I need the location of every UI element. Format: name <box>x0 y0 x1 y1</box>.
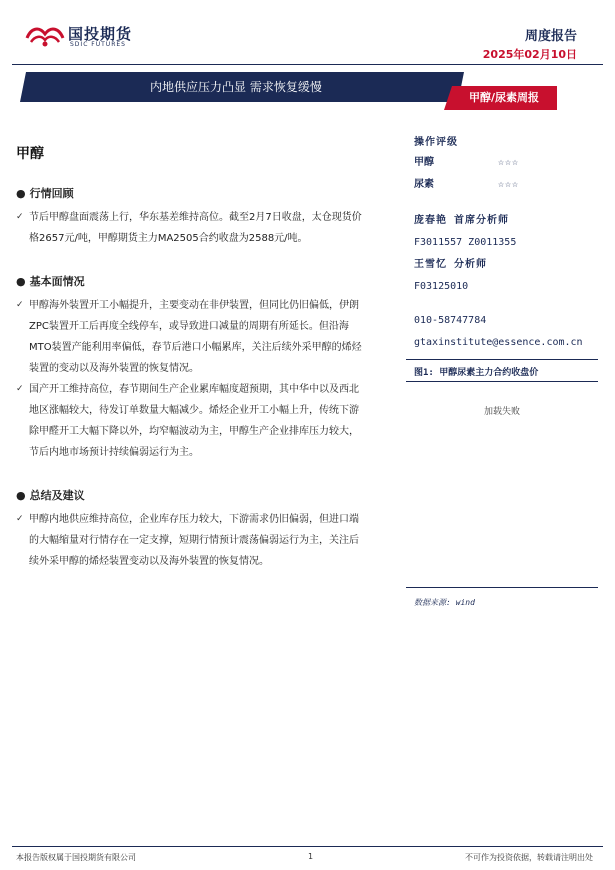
star-rating-icon: ☆☆☆ <box>498 179 520 190</box>
footer-disclaimer: 不可作为投资依据，转载请注明出处 <box>465 853 593 862</box>
rating-row-methanol: 甲醇 ☆☆☆ <box>414 152 604 174</box>
section-heading: ● 基本面情况 <box>16 275 85 288</box>
bullet-icon: ● <box>16 489 26 502</box>
figure-top-rule <box>406 359 598 360</box>
star-rating-icon: ☆☆☆ <box>498 157 520 168</box>
analyst-name: 王雪忆 分析师 <box>414 259 488 270</box>
section-title: 甲醇 <box>16 146 44 162</box>
section-heading: ● 总结及建议 <box>16 489 85 502</box>
paragraph: ✓ 节后甲醇盘面震荡上行，华东基差维持高位。截至2月7日收盘，太仓现货价格2657元/吨，甲醇期货主力MA2505合约收盘为2588元/吨。 <box>16 207 366 249</box>
paragraph: ✓ 国产开工维持高位，春节期间生产企业累库幅度超预期，其中华中以及西北地区涨幅较大，待发订单数量大幅减少。烯烃企业开工小幅上升，传统下游除甲醛开工大幅下降以外，均窄幅波动为主，甲醇生产企业排库压力较大，节后内地市场预计持续偏弱运行为主。 <box>16 379 366 463</box>
bullet-icon: ● <box>16 275 26 288</box>
logo-mark-icon <box>25 24 65 48</box>
report-category-tag: 甲醇/尿素周报 <box>468 91 540 104</box>
checkmark-icon: ✓ <box>16 384 24 394</box>
headline-banner <box>20 72 464 102</box>
paragraph: ✓ 甲醇海外装置开工小幅提升，主要变动在非伊装置，但同比仍旧偏低，伊朗ZPC装置开工后再度全线停车，或导致进口减量的周期有所延长。但沿海MTO装置产能利用率偏低，春节后港口小幅累库，关注后续外采甲醇的烯烃装置的变动以及海外装置的恢复情况。 <box>16 295 366 379</box>
analyst-ids: F3011557 Z0011355 <box>414 237 517 248</box>
main-content <box>16 185 366 596</box>
footer-copyright: 本报告版权属于国投期货有限公司 <box>16 853 136 862</box>
header-divider <box>12 64 603 65</box>
analyst-ids: F03125010 <box>414 281 469 292</box>
figure-bottom-rule <box>406 587 598 588</box>
checkmark-icon: ✓ <box>16 212 24 222</box>
bullet-icon: ● <box>16 187 26 200</box>
section-fundamentals <box>16 273 366 463</box>
sidebar <box>414 133 604 354</box>
contact-email[interactable]: gtaxinstitute@essence.com.cn <box>414 337 583 348</box>
figure-load-failed: 加载失败 <box>483 407 520 417</box>
logo-text-en: SDIC FUTURES <box>70 41 126 48</box>
analyst-name: 庞春艳 首席分析师 <box>414 215 510 226</box>
checkmark-icon: ✓ <box>16 300 24 310</box>
figure-title-rule <box>406 381 598 382</box>
page-number: 1 <box>308 852 314 861</box>
section-market-review <box>16 185 366 249</box>
report-headline: 内地供应压力凸显 需求恢复缓慢 <box>150 80 322 94</box>
contact-phone: 010-58747784 <box>414 315 487 326</box>
paragraph: ✓ 甲醇内地供应维持高位，企业库存压力较大，下游需求仍旧偏弱，但进口端的大幅缩量对行情存在一定支撑，短期行情预计震荡偏弱运行为主，关注后续外采甲醇的烯烃装置变动以及海外装置的恢复情况。 <box>16 509 366 572</box>
section-summary <box>16 487 366 572</box>
checkmark-icon: ✓ <box>16 514 24 524</box>
figure-source: 数据来源: wind <box>414 598 475 607</box>
section-heading: ● 行情回顾 <box>16 187 74 200</box>
company-logo <box>25 22 155 52</box>
rating-row-urea: 尿素 ☆☆☆ <box>414 174 604 196</box>
rating-label: 操作评级 <box>414 137 458 148</box>
logo-text-cn: 国投期货 <box>68 25 133 43</box>
figure-title: 图1: 甲醇尿素主力合约收盘价 <box>414 368 539 378</box>
footer-divider <box>12 846 603 847</box>
report-type: 周度报告 <box>524 29 577 44</box>
report-date: 2025年02月10日 <box>482 48 577 61</box>
